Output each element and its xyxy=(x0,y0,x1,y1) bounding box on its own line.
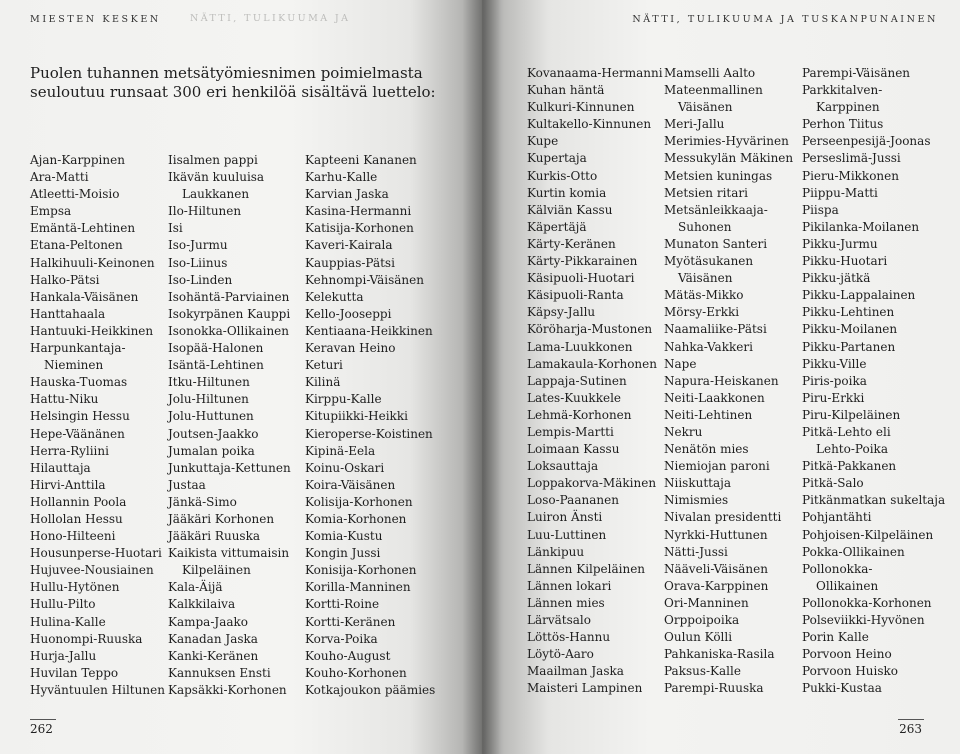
name-entry: Hollolan Hessu xyxy=(30,511,123,526)
name-column-left-2 xyxy=(168,152,291,699)
name-entry: Jumalan poika xyxy=(168,443,255,458)
name-entry: Isäntä-Lehtinen xyxy=(168,358,264,373)
name-entry: Nyrkki-Huttunen xyxy=(664,527,768,542)
page-number-right: 263 xyxy=(899,722,922,736)
name-entry: Koinu-Oskari xyxy=(305,460,385,475)
name-entry: Nätti-Jussi xyxy=(664,544,728,559)
name-entry: Länkipuu xyxy=(527,544,585,559)
name-entry: Pikku-Lappalainen xyxy=(802,288,916,303)
name-entry: Ara-Matti xyxy=(30,170,89,185)
name-entry: Löytö-Aaro xyxy=(527,647,594,662)
name-entry: Piispa xyxy=(802,202,839,217)
name-entry: Perseenpesijä-Joonas xyxy=(802,134,931,149)
name-entry: Mätäs-Mikko xyxy=(664,288,744,303)
name-entry: Käpertäjä xyxy=(527,219,587,234)
name-entry: Nääveli-Väisänen xyxy=(664,561,768,576)
name-entry: Kelekutta xyxy=(305,289,364,304)
name-entry: Neiti-Laakkonen xyxy=(664,390,765,405)
name-column-right-2 xyxy=(664,65,793,697)
name-entry: Lehto-Poika xyxy=(816,442,888,457)
name-entry: Metsien kuningas xyxy=(664,168,773,183)
name-entry: Hanttahaala xyxy=(30,306,106,321)
name-entry: Emäntä-Lehtinen xyxy=(30,221,136,236)
name-entry: Ikävän kuuluisa xyxy=(168,170,265,185)
name-entry: Parkkitalven- xyxy=(802,83,883,98)
name-entry: Hulina-Kalle xyxy=(30,614,106,629)
name-entry: Munaton Santeri xyxy=(664,236,768,251)
name-entry: Lännen mies xyxy=(527,595,605,610)
name-entry: Niemiojan paroni xyxy=(664,459,770,474)
name-entry: Isokyrpänen Kauppi xyxy=(168,306,291,321)
name-entry: Kärty-Pikkarainen xyxy=(527,254,638,269)
name-entry: Lates-Kuukkele xyxy=(527,390,622,405)
name-entry: Pahkaniska-Rasila xyxy=(664,647,775,662)
name-entry: Keravan Heino xyxy=(305,341,396,356)
name-entry: Kalkkilaiva xyxy=(168,597,236,612)
name-entry: Kauppias-Pätsi xyxy=(305,255,395,270)
footer-rule-left xyxy=(30,719,56,720)
name-entry: Empsa xyxy=(30,204,72,219)
intro-paragraph xyxy=(30,64,450,102)
name-entry: Isohäntä-Parviainen xyxy=(168,289,290,304)
name-entry: Halko-Pätsi xyxy=(30,272,100,287)
name-entry: Kouho-Korhonen xyxy=(305,665,407,680)
name-entry: Porvoon Huisko xyxy=(802,664,899,679)
name-entry: Kapsäkki-Korhonen xyxy=(168,682,287,697)
name-entry: Jääkäri Ruuska xyxy=(168,529,261,544)
name-entry: Atleetti-Moisio xyxy=(30,187,120,202)
name-entry: Junkuttaja-Kettunen xyxy=(168,460,291,475)
name-entry: Hilauttaja xyxy=(30,460,91,475)
name-entry: Käsipuoli-Ranta xyxy=(527,288,624,303)
name-entry: Hujuvee-Nousiainen xyxy=(30,563,154,578)
name-entry: Halkihuuli-Keinonen xyxy=(30,255,155,270)
name-entry: Koira-Väisänen xyxy=(305,477,396,492)
name-entry: Naamaliike-Pätsi xyxy=(664,322,767,337)
name-entry: Kasina-Hermanni xyxy=(305,204,412,219)
name-entry: Komia-Korhonen xyxy=(305,511,407,526)
running-head-left: MIESTEN KESKEN xyxy=(30,14,161,25)
name-entry: Kannuksen Ensti xyxy=(168,665,271,680)
name-entry: Piris-poika xyxy=(802,373,867,388)
name-entry: Kupe xyxy=(527,134,559,149)
name-entry: Joutsen-Jaakko xyxy=(168,426,259,441)
name-entry: Mateenmallinen xyxy=(664,83,763,98)
name-entry: Jääkäri Korhonen xyxy=(168,511,275,526)
page-number-left: 262 xyxy=(30,722,53,736)
name-entry: Kärty-Keränen xyxy=(527,236,616,251)
name-entry: Lännen Kilpeläinen xyxy=(527,561,646,576)
name-entry: Lama-Luukkonen xyxy=(527,339,633,354)
name-entry: Piippu-Matti xyxy=(802,185,878,200)
name-entry: Pikku-Huotari xyxy=(802,254,888,269)
name-entry: Orppoipoika xyxy=(664,613,740,627)
name-entry: Loppakorva-Mäkinen xyxy=(527,476,657,491)
name-entry: Pikku-Moilanen xyxy=(802,322,898,337)
name-entry: Isi xyxy=(168,221,183,236)
name-entry: Pitkä-Pakkanen xyxy=(802,459,897,474)
name-entry: Helsingin Hessu xyxy=(30,409,130,424)
name-entry: Kulkuri-Kinnunen xyxy=(527,100,635,115)
name-entry: Loksauttaja xyxy=(527,459,599,474)
name-entry: Isonokka-Ollikainen xyxy=(168,323,290,338)
name-entry: Ori-Manninen xyxy=(664,595,749,610)
name-entry: Kehnompi-Väisänen xyxy=(305,272,424,287)
name-entry: Luiron Änsti xyxy=(527,510,603,525)
name-entry: Orava-Karppinen xyxy=(664,578,769,593)
name-entry: Pukki-Kustaa xyxy=(802,681,882,696)
name-entry: Kaikista vittumaisin xyxy=(168,546,290,561)
name-entry: Isopää-Halonen xyxy=(168,341,264,356)
name-entry: Meri-Jallu xyxy=(664,117,725,132)
name-column-right-3 xyxy=(802,65,945,697)
name-entry: Pollonokka-Korhonen xyxy=(802,595,932,610)
name-entry: Ajan-Karppinen xyxy=(30,153,125,167)
name-entry: Käpsy-Jallu xyxy=(527,305,596,320)
name-entry: Jänkä-Simo xyxy=(168,494,237,509)
name-entry: Korilla-Manninen xyxy=(305,580,411,595)
name-entry: Pikku-Partanen xyxy=(802,339,896,354)
name-entry: Myötäsukanen xyxy=(664,254,754,269)
name-entry: Hyväntuulen Hiltunen xyxy=(30,682,165,697)
name-entry: Harpunkantaja- xyxy=(30,341,126,356)
name-entry: Lännen lokari xyxy=(527,578,612,593)
name-entry: Merimies-Hyvärinen xyxy=(664,134,789,149)
name-entry: Kirppu-Kalle xyxy=(305,392,382,407)
name-entry: Kurkis-Otto xyxy=(527,168,598,183)
name-entry: Justaa xyxy=(168,477,206,492)
name-entry: Kurtin komia xyxy=(527,185,607,200)
name-entry: Karhu-Kalle xyxy=(305,170,378,185)
name-entry: Hauska-Tuomas xyxy=(30,375,128,390)
name-entry: Korva-Poika xyxy=(305,631,378,646)
name-entry: Neiti-Lehtinen xyxy=(664,407,753,422)
name-column-left-3 xyxy=(305,152,435,699)
name-entry: Pikku-Jurmu xyxy=(802,236,878,251)
name-entry: Hullu-Pilto xyxy=(30,597,96,612)
name-entry: Väisänen xyxy=(678,100,733,115)
name-entry: Hullu-Hytönen xyxy=(30,580,120,595)
name-entry: Kala-Äijä xyxy=(168,580,223,595)
name-entry: Housunperse-Huotari xyxy=(30,546,162,561)
name-entry: Hurja-Jallu xyxy=(30,648,97,663)
name-entry: Messukylän Mäkinen xyxy=(664,151,794,166)
name-entry: Lempis-Martti xyxy=(527,424,614,439)
name-entry: Kanadan Jaska xyxy=(168,631,258,646)
name-entry: Kotkajoukon päämies xyxy=(305,682,436,697)
name-entry: Piru-Kilpeläinen xyxy=(802,407,901,422)
name-entry: Polseviikki-Hyvönen xyxy=(802,613,925,627)
name-entry: Mörsy-Erkki xyxy=(664,305,740,320)
name-entry: Karppinen xyxy=(816,100,880,115)
name-entry: Kieroperse-Koistinen xyxy=(305,426,433,441)
name-entry: Paksus-Kalle xyxy=(664,664,741,679)
name-entry: Pieru-Mikkonen xyxy=(802,168,899,183)
name-entry: Pikilanka-Moilanen xyxy=(802,219,920,234)
name-entry: Parempi-Ruuska xyxy=(664,681,764,696)
name-entry: Jolu-Huttunen xyxy=(168,409,254,424)
name-entry: Hattu-Niku xyxy=(30,392,99,407)
name-entry: Iso-Linden xyxy=(168,272,233,287)
name-entry: Kultakello-Kinnunen xyxy=(527,117,652,132)
name-entry: Kuhan häntä xyxy=(527,83,605,98)
name-entry: Pitkä-Lehto eli xyxy=(802,424,891,439)
name-entry: Kipinä-Eela xyxy=(305,443,376,458)
name-entry: Nahka-Vakkeri xyxy=(664,339,753,354)
running-head-right: NÄTTI, TULIKUUMA JA TUSKANPUNAINEN xyxy=(632,14,938,25)
name-entry: Jolu-Hiltunen xyxy=(168,392,249,407)
name-entry: Kovanaama-Hermanni xyxy=(527,66,663,80)
name-entry: Pikku-Lehtinen xyxy=(802,305,895,320)
name-entry: Iso-Jurmu xyxy=(168,238,228,253)
name-entry: Hirvi-Anttila xyxy=(30,477,106,492)
intro-text: Puolen tuhannen metsätyömiesnimen poimielmasta seuloutuu runsaat 300 eri henkilöä sisältävä luettelo: xyxy=(30,64,436,101)
name-entry: Katisija-Korhonen xyxy=(305,221,414,236)
name-entry: Iso-Liinus xyxy=(168,255,228,270)
name-entry: Itku-Hiltunen xyxy=(168,375,250,390)
name-entry: Pitkänmatkan sukeltaja xyxy=(802,493,946,508)
name-entry: Kanki-Keränen xyxy=(168,648,259,663)
footer-rule-right xyxy=(898,719,924,720)
name-entry: Huvilan Teppo xyxy=(30,665,119,680)
name-entry: Kaveri-Kairala xyxy=(305,238,393,253)
show-through-text: NÄTTI, TULIKUUMA JA xyxy=(190,13,351,24)
name-entry: Perseslimä-Jussi xyxy=(802,151,901,166)
name-entry: Kolisija-Korhonen xyxy=(305,494,413,509)
name-entry: Nimismies xyxy=(664,493,729,508)
name-entry: Hankala-Väisänen xyxy=(30,289,139,304)
name-entry: Kello-Jooseppi xyxy=(305,306,392,321)
name-entry: Lärvätsalo xyxy=(527,613,591,627)
name-entry: Karvian Jaska xyxy=(305,187,389,202)
name-entry: Kitupiikki-Heikki xyxy=(305,409,408,424)
name-entry: Lamakaula-Korhonen xyxy=(527,356,657,371)
name-entry: Oulun Kölli xyxy=(664,630,733,645)
name-column-left-1 xyxy=(30,152,165,699)
name-entry: Hollannin Poola xyxy=(30,494,127,509)
name-entry: Iisalmen pappi xyxy=(168,153,258,167)
name-entry: Kampa-Jaako xyxy=(168,614,249,629)
name-entry: Hono-Hilteeni xyxy=(30,529,116,544)
name-entry: Lehmä-Korhonen xyxy=(527,407,632,422)
name-entry: Mamselli Aalto xyxy=(664,66,756,80)
name-entry: Kälviän Kassu xyxy=(527,202,613,217)
name-entry: Nekru xyxy=(664,424,703,439)
name-entry: Ilo-Hiltunen xyxy=(168,204,242,219)
name-entry: Kongin Jussi xyxy=(305,546,381,561)
name-entry: Kentiaana-Heikkinen xyxy=(305,323,433,338)
name-entry: Komia-Kustu xyxy=(305,529,383,544)
name-entry: Metsänleikkaaja- xyxy=(664,202,768,217)
name-entry: Laukkanen xyxy=(182,187,250,202)
name-entry: Loimaan Kassu xyxy=(527,442,620,457)
name-entry: Maailman Jaska xyxy=(527,664,624,679)
name-entry: Niiskuttaja xyxy=(664,476,732,491)
name-entry: Kilinä xyxy=(305,375,341,390)
name-entry: Piru-Erkki xyxy=(802,390,865,405)
name-entry: Pohjantähti xyxy=(802,510,872,525)
name-entry: Nape xyxy=(664,356,697,371)
name-entry: Kortti-Roine xyxy=(305,597,380,612)
name-entry: Kouho-August xyxy=(305,648,391,663)
name-entry: Kortti-Keränen xyxy=(305,614,396,629)
name-entry: Pollonokka- xyxy=(802,561,873,576)
name-entry: Hantuuki-Heikkinen xyxy=(30,323,154,338)
name-entry: Käsipuoli-Huotari xyxy=(527,271,635,286)
name-entry: Nivalan presidentti xyxy=(664,510,782,525)
name-entry: Parempi-Väisänen xyxy=(802,66,911,80)
name-entry: Pikku-jätkä xyxy=(802,271,871,286)
name-entry: Ollikainen xyxy=(816,578,879,593)
name-entry: Herra-Ryliini xyxy=(30,443,109,458)
name-entry: Porin Kalle xyxy=(802,630,869,645)
name-entry: Nenätön mies xyxy=(664,442,749,457)
name-entry: Pokka-Ollikainen xyxy=(802,544,905,559)
name-entry: Lappaja-Sutinen xyxy=(527,373,627,388)
name-entry: Väisänen xyxy=(678,271,733,286)
name-entry: Luu-Luttinen xyxy=(527,527,607,542)
name-entry: Konisija-Korhonen xyxy=(305,563,417,578)
name-entry: Metsien ritari xyxy=(664,185,748,200)
name-entry: Nieminen xyxy=(44,358,104,373)
name-entry: Löttös-Hannu xyxy=(527,630,611,645)
name-entry: Maisteri Lampinen xyxy=(527,681,643,696)
name-entry: Hepe-Väänänen xyxy=(30,426,125,441)
name-entry: Suhonen xyxy=(678,219,732,234)
name-entry: Köröharja-Mustonen xyxy=(527,322,653,337)
name-entry: Porvoon Heino xyxy=(802,647,892,662)
name-entry: Napura-Heiskanen xyxy=(664,373,779,388)
name-entry: Pohjoisen-Kilpeläinen xyxy=(802,527,934,542)
name-entry: Perhon Tiitus xyxy=(802,117,884,132)
name-entry: Etana-Peltonen xyxy=(30,238,123,253)
name-entry: Pikku-Ville xyxy=(802,356,867,371)
name-entry: Kapteeni Kananen xyxy=(305,153,417,167)
right-page xyxy=(482,0,960,754)
name-entry: Kupertaja xyxy=(527,151,587,166)
name-entry: Huonompi-Ruuska xyxy=(30,631,143,646)
name-entry: Pitkä-Salo xyxy=(802,476,864,491)
name-entry: Keturi xyxy=(305,358,343,373)
name-entry: Kilpeläinen xyxy=(182,563,251,578)
name-entry: Loso-Paananen xyxy=(527,493,619,508)
name-column-right-1 xyxy=(527,65,663,697)
